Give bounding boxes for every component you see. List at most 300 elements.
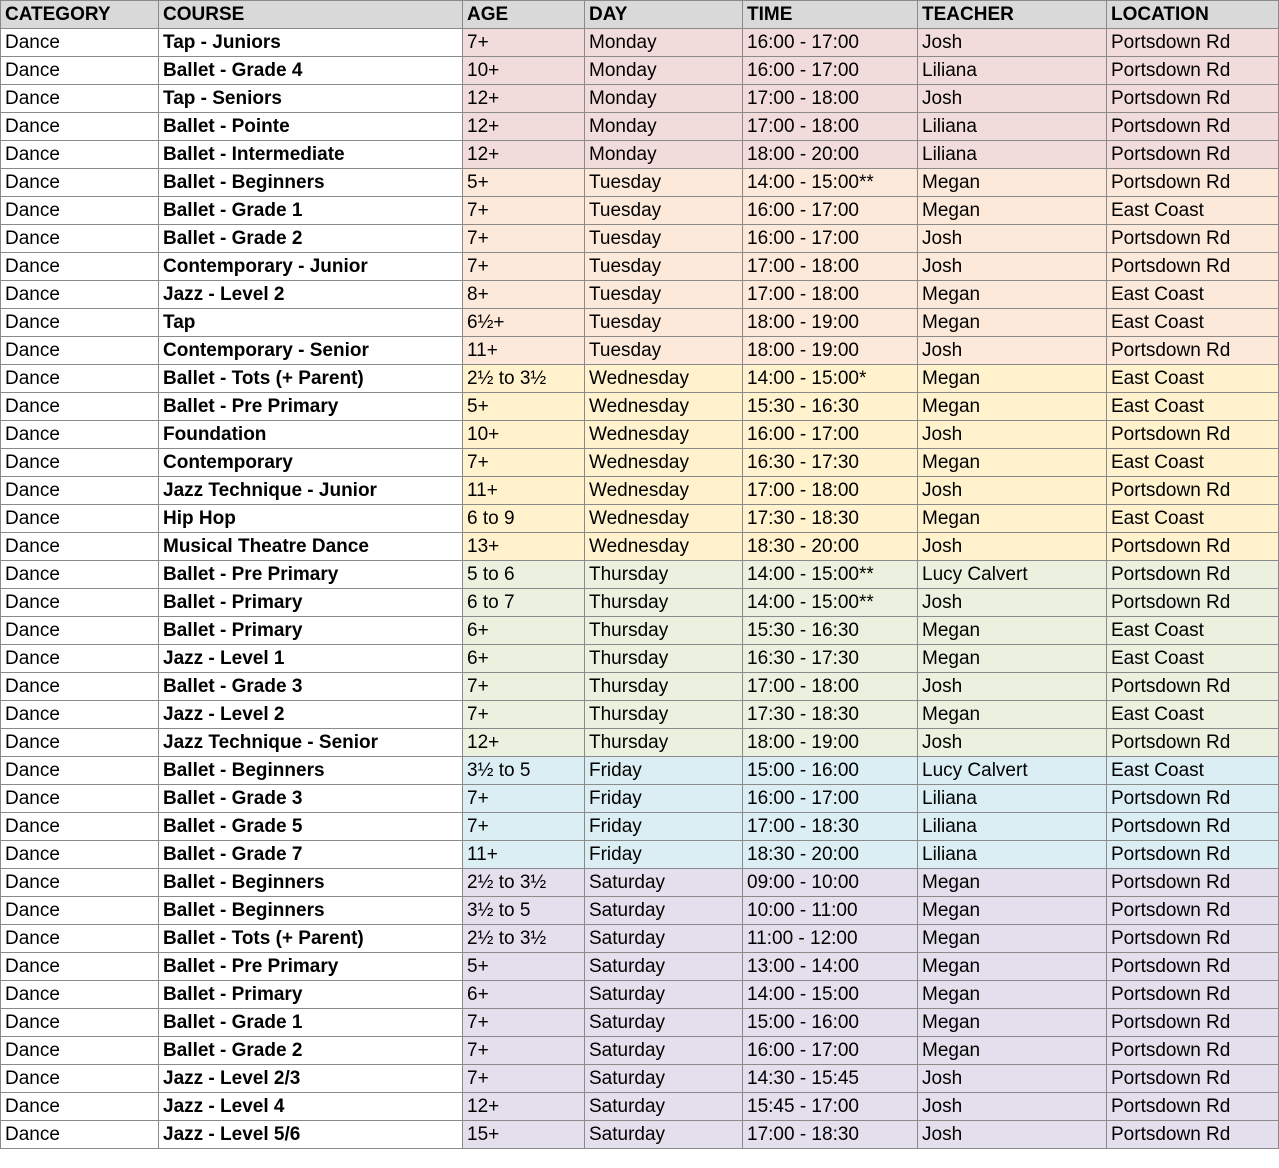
- cell-category[interactable]: Dance: [1, 729, 159, 757]
- cell-course[interactable]: Ballet - Grade 2: [159, 225, 463, 253]
- cell-course[interactable]: Musical Theatre Dance: [159, 533, 463, 561]
- cell-course[interactable]: Jazz - Level 1: [159, 645, 463, 673]
- cell-category[interactable]: Dance: [1, 505, 159, 533]
- cell-teacher[interactable]: Liliana: [918, 113, 1107, 141]
- cell-location[interactable]: Portsdown Rd: [1107, 981, 1279, 1009]
- cell-day[interactable]: Thursday: [585, 617, 743, 645]
- cell-time[interactable]: 14:00 - 15:00**: [743, 561, 918, 589]
- cell-course[interactable]: Jazz Technique - Senior: [159, 729, 463, 757]
- cell-time[interactable]: 13:00 - 14:00: [743, 953, 918, 981]
- cell-category[interactable]: Dance: [1, 1037, 159, 1065]
- cell-teacher[interactable]: Josh: [918, 85, 1107, 113]
- cell-category[interactable]: Dance: [1, 561, 159, 589]
- cell-time[interactable]: 15:00 - 16:00: [743, 1009, 918, 1037]
- cell-teacher[interactable]: Josh: [918, 589, 1107, 617]
- cell-teacher[interactable]: Josh: [918, 421, 1107, 449]
- cell-category[interactable]: Dance: [1, 785, 159, 813]
- cell-time[interactable]: 14:00 - 15:00: [743, 981, 918, 1009]
- cell-age[interactable]: 15+: [463, 1121, 585, 1149]
- cell-day[interactable]: Wednesday: [585, 477, 743, 505]
- cell-age[interactable]: 7+: [463, 785, 585, 813]
- cell-day[interactable]: Thursday: [585, 701, 743, 729]
- cell-location[interactable]: Portsdown Rd: [1107, 589, 1279, 617]
- cell-course[interactable]: Jazz - Level 2: [159, 281, 463, 309]
- cell-age[interactable]: 5+: [463, 953, 585, 981]
- cell-course[interactable]: Tap - Juniors: [159, 29, 463, 57]
- cell-location[interactable]: Portsdown Rd: [1107, 29, 1279, 57]
- cell-location[interactable]: Portsdown Rd: [1107, 225, 1279, 253]
- cell-day[interactable]: Thursday: [585, 645, 743, 673]
- cell-course[interactable]: Ballet - Primary: [159, 617, 463, 645]
- cell-category[interactable]: Dance: [1, 617, 159, 645]
- cell-category[interactable]: Dance: [1, 533, 159, 561]
- cell-teacher[interactable]: Liliana: [918, 141, 1107, 169]
- cell-day[interactable]: Tuesday: [585, 281, 743, 309]
- cell-day[interactable]: Tuesday: [585, 253, 743, 281]
- cell-course[interactable]: Ballet - Beginners: [159, 897, 463, 925]
- cell-time[interactable]: 16:00 - 17:00: [743, 57, 918, 85]
- cell-time[interactable]: 18:30 - 20:00: [743, 533, 918, 561]
- cell-day[interactable]: Monday: [585, 57, 743, 85]
- cell-location[interactable]: East Coast: [1107, 309, 1279, 337]
- cell-age[interactable]: 11+: [463, 477, 585, 505]
- cell-time[interactable]: 17:00 - 18:00: [743, 253, 918, 281]
- cell-course[interactable]: Foundation: [159, 421, 463, 449]
- cell-course[interactable]: Ballet - Beginners: [159, 757, 463, 785]
- cell-category[interactable]: Dance: [1, 925, 159, 953]
- cell-age[interactable]: 7+: [463, 673, 585, 701]
- cell-category[interactable]: Dance: [1, 29, 159, 57]
- table-row: [1, 897, 1279, 925]
- cell-category[interactable]: Dance: [1, 1009, 159, 1037]
- cell-time[interactable]: 17:00 - 18:30: [743, 1121, 918, 1149]
- cell-course[interactable]: Ballet - Grade 3: [159, 785, 463, 813]
- cell-location[interactable]: Portsdown Rd: [1107, 561, 1279, 589]
- cell-course[interactable]: Ballet - Intermediate: [159, 141, 463, 169]
- cell-teacher[interactable]: Megan: [918, 1009, 1107, 1037]
- cell-age[interactable]: 8+: [463, 281, 585, 309]
- cell-time[interactable]: 10:00 - 11:00: [743, 897, 918, 925]
- cell-age[interactable]: 10+: [463, 421, 585, 449]
- cell-course[interactable]: Contemporary - Junior: [159, 253, 463, 281]
- cell-course[interactable]: Jazz - Level 5/6: [159, 1121, 463, 1149]
- cell-age[interactable]: 7+: [463, 197, 585, 225]
- cell-location[interactable]: East Coast: [1107, 757, 1279, 785]
- cell-day[interactable]: Thursday: [585, 729, 743, 757]
- cell-category[interactable]: Dance: [1, 981, 159, 1009]
- cell-teacher[interactable]: Liliana: [918, 841, 1107, 869]
- table-row: [1, 981, 1279, 1009]
- cell-category[interactable]: Dance: [1, 1093, 159, 1121]
- cell-category[interactable]: Dance: [1, 953, 159, 981]
- cell-day[interactable]: Friday: [585, 785, 743, 813]
- cell-day[interactable]: Saturday: [585, 1065, 743, 1093]
- cell-category[interactable]: Dance: [1, 645, 159, 673]
- table-row: [1, 253, 1279, 281]
- cell-day[interactable]: Monday: [585, 113, 743, 141]
- cell-category[interactable]: Dance: [1, 673, 159, 701]
- cell-course[interactable]: Ballet - Grade 2: [159, 1037, 463, 1065]
- cell-category[interactable]: Dance: [1, 813, 159, 841]
- cell-category[interactable]: Dance: [1, 841, 159, 869]
- cell-time[interactable]: 18:00 - 19:00: [743, 729, 918, 757]
- cell-teacher[interactable]: Megan: [918, 197, 1107, 225]
- cell-teacher[interactable]: Megan: [918, 869, 1107, 897]
- cell-teacher[interactable]: Megan: [918, 925, 1107, 953]
- cell-category[interactable]: Dance: [1, 85, 159, 113]
- cell-course[interactable]: Ballet - Pointe: [159, 113, 463, 141]
- cell-day[interactable]: Monday: [585, 29, 743, 57]
- cell-day[interactable]: Saturday: [585, 897, 743, 925]
- cell-location[interactable]: Portsdown Rd: [1107, 673, 1279, 701]
- cell-category[interactable]: Dance: [1, 421, 159, 449]
- cell-time[interactable]: 16:30 - 17:30: [743, 449, 918, 477]
- cell-time[interactable]: 18:00 - 19:00: [743, 337, 918, 365]
- cell-day[interactable]: Wednesday: [585, 365, 743, 393]
- cell-time[interactable]: 14:00 - 15:00**: [743, 169, 918, 197]
- cell-day[interactable]: Saturday: [585, 981, 743, 1009]
- table-row: [1, 57, 1279, 85]
- cell-time[interactable]: 15:00 - 16:00: [743, 757, 918, 785]
- cell-course[interactable]: Ballet - Grade 5: [159, 813, 463, 841]
- cell-time[interactable]: 17:00 - 18:30: [743, 813, 918, 841]
- cell-category[interactable]: Dance: [1, 1065, 159, 1093]
- table-row: [1, 785, 1279, 813]
- cell-category[interactable]: Dance: [1, 869, 159, 897]
- cell-teacher[interactable]: Josh: [918, 225, 1107, 253]
- cell-category[interactable]: Dance: [1, 757, 159, 785]
- cell-location[interactable]: Portsdown Rd: [1107, 869, 1279, 897]
- cell-course[interactable]: Jazz - Level 4: [159, 1093, 463, 1121]
- cell-course[interactable]: Contemporary: [159, 449, 463, 477]
- cell-course[interactable]: Ballet - Pre Primary: [159, 393, 463, 421]
- cell-teacher[interactable]: Megan: [918, 365, 1107, 393]
- cell-day[interactable]: Tuesday: [585, 225, 743, 253]
- cell-course[interactable]: Ballet - Tots (+ Parent): [159, 365, 463, 393]
- table-row: [1, 365, 1279, 393]
- cell-age[interactable]: 13+: [463, 533, 585, 561]
- cell-location[interactable]: Portsdown Rd: [1107, 925, 1279, 953]
- cell-teacher[interactable]: Josh: [918, 1093, 1107, 1121]
- cell-teacher[interactable]: Megan: [918, 897, 1107, 925]
- cell-location[interactable]: Portsdown Rd: [1107, 785, 1279, 813]
- header-age[interactable]: AGE: [463, 1, 585, 29]
- cell-day[interactable]: Friday: [585, 813, 743, 841]
- cell-category[interactable]: Dance: [1, 57, 159, 85]
- header-category[interactable]: CATEGORY: [1, 1, 159, 29]
- cell-course[interactable]: Ballet - Tots (+ Parent): [159, 925, 463, 953]
- cell-teacher[interactable]: Josh: [918, 29, 1107, 57]
- cell-time[interactable]: 16:00 - 17:00: [743, 1037, 918, 1065]
- cell-location[interactable]: Portsdown Rd: [1107, 1093, 1279, 1121]
- cell-category[interactable]: Dance: [1, 253, 159, 281]
- cell-teacher[interactable]: Megan: [918, 617, 1107, 645]
- cell-location[interactable]: Portsdown Rd: [1107, 953, 1279, 981]
- cell-course[interactable]: Tap: [159, 309, 463, 337]
- cell-course[interactable]: Ballet - Primary: [159, 981, 463, 1009]
- cell-course[interactable]: Hip Hop: [159, 505, 463, 533]
- cell-location[interactable]: Portsdown Rd: [1107, 253, 1279, 281]
- cell-age[interactable]: 5+: [463, 169, 585, 197]
- cell-teacher[interactable]: Liliana: [918, 785, 1107, 813]
- cell-age[interactable]: 2½ to 3½: [463, 869, 585, 897]
- cell-age[interactable]: 7+: [463, 253, 585, 281]
- cell-day[interactable]: Friday: [585, 757, 743, 785]
- cell-time[interactable]: 16:00 - 17:00: [743, 421, 918, 449]
- cell-day[interactable]: Wednesday: [585, 533, 743, 561]
- cell-day[interactable]: Wednesday: [585, 505, 743, 533]
- cell-time[interactable]: 15:30 - 16:30: [743, 617, 918, 645]
- cell-category[interactable]: Dance: [1, 477, 159, 505]
- cell-location[interactable]: Portsdown Rd: [1107, 337, 1279, 365]
- cell-course[interactable]: Ballet - Pre Primary: [159, 953, 463, 981]
- cell-day[interactable]: Wednesday: [585, 393, 743, 421]
- cell-time[interactable]: 11:00 - 12:00: [743, 925, 918, 953]
- cell-time[interactable]: 16:00 - 17:00: [743, 197, 918, 225]
- cell-day[interactable]: Saturday: [585, 1009, 743, 1037]
- cell-course[interactable]: Ballet - Grade 1: [159, 197, 463, 225]
- cell-course[interactable]: Jazz Technique - Junior: [159, 477, 463, 505]
- cell-time[interactable]: 16:00 - 17:00: [743, 225, 918, 253]
- cell-age[interactable]: 7+: [463, 225, 585, 253]
- cell-time[interactable]: 17:30 - 18:30: [743, 701, 918, 729]
- cell-day[interactable]: Saturday: [585, 1121, 743, 1149]
- cell-location[interactable]: East Coast: [1107, 701, 1279, 729]
- cell-age[interactable]: 7+: [463, 449, 585, 477]
- cell-teacher[interactable]: Josh: [918, 477, 1107, 505]
- header-row: [1, 1, 1279, 29]
- cell-category[interactable]: Dance: [1, 701, 159, 729]
- table-row: [1, 393, 1279, 421]
- cell-location[interactable]: East Coast: [1107, 645, 1279, 673]
- cell-teacher[interactable]: Megan: [918, 1037, 1107, 1065]
- cell-day[interactable]: Thursday: [585, 561, 743, 589]
- cell-day[interactable]: Saturday: [585, 953, 743, 981]
- cell-location[interactable]: Portsdown Rd: [1107, 477, 1279, 505]
- table-row: [1, 729, 1279, 757]
- cell-category[interactable]: Dance: [1, 309, 159, 337]
- table-row: [1, 925, 1279, 953]
- cell-age[interactable]: 6+: [463, 981, 585, 1009]
- cell-location[interactable]: East Coast: [1107, 281, 1279, 309]
- cell-teacher[interactable]: Megan: [918, 169, 1107, 197]
- cell-location[interactable]: Portsdown Rd: [1107, 1121, 1279, 1149]
- cell-course[interactable]: Contemporary - Senior: [159, 337, 463, 365]
- cell-age[interactable]: 3½ to 5: [463, 897, 585, 925]
- cell-teacher[interactable]: Lucy Calvert: [918, 561, 1107, 589]
- cell-teacher[interactable]: Megan: [918, 701, 1107, 729]
- cell-location[interactable]: Portsdown Rd: [1107, 1065, 1279, 1093]
- cell-category[interactable]: Dance: [1, 225, 159, 253]
- cell-day[interactable]: Tuesday: [585, 169, 743, 197]
- cell-location[interactable]: Portsdown Rd: [1107, 169, 1279, 197]
- cell-time[interactable]: 16:30 - 17:30: [743, 645, 918, 673]
- cell-teacher[interactable]: Megan: [918, 981, 1107, 1009]
- cell-course[interactable]: Jazz - Level 2: [159, 701, 463, 729]
- cell-location[interactable]: East Coast: [1107, 505, 1279, 533]
- cell-teacher[interactable]: Megan: [918, 645, 1107, 673]
- cell-time[interactable]: 09:00 - 10:00: [743, 869, 918, 897]
- cell-day[interactable]: Thursday: [585, 589, 743, 617]
- cell-teacher[interactable]: Josh: [918, 533, 1107, 561]
- cell-teacher[interactable]: Josh: [918, 729, 1107, 757]
- table-row: [1, 701, 1279, 729]
- cell-day[interactable]: Tuesday: [585, 309, 743, 337]
- cell-teacher[interactable]: Liliana: [918, 57, 1107, 85]
- cell-location[interactable]: Portsdown Rd: [1107, 57, 1279, 85]
- cell-day[interactable]: Saturday: [585, 1037, 743, 1065]
- cell-time[interactable]: 14:00 - 15:00**: [743, 589, 918, 617]
- header-location[interactable]: LOCATION: [1107, 1, 1279, 29]
- cell-age[interactable]: 6½+: [463, 309, 585, 337]
- cell-age[interactable]: 5 to 6: [463, 561, 585, 589]
- header-course[interactable]: COURSE: [159, 1, 463, 29]
- table-row: [1, 477, 1279, 505]
- cell-location[interactable]: Portsdown Rd: [1107, 897, 1279, 925]
- cell-time[interactable]: 17:00 - 18:00: [743, 673, 918, 701]
- cell-teacher[interactable]: Josh: [918, 253, 1107, 281]
- cell-teacher[interactable]: Megan: [918, 281, 1107, 309]
- cell-location[interactable]: Portsdown Rd: [1107, 533, 1279, 561]
- cell-age[interactable]: 7+: [463, 29, 585, 57]
- cell-age[interactable]: 12+: [463, 729, 585, 757]
- cell-teacher[interactable]: Josh: [918, 673, 1107, 701]
- cell-age[interactable]: 2½ to 3½: [463, 365, 585, 393]
- cell-course[interactable]: Ballet - Beginners: [159, 169, 463, 197]
- cell-age[interactable]: 12+: [463, 1093, 585, 1121]
- cell-teacher[interactable]: Josh: [918, 337, 1107, 365]
- cell-age[interactable]: 10+: [463, 57, 585, 85]
- cell-course[interactable]: Ballet - Pre Primary: [159, 561, 463, 589]
- cell-age[interactable]: 7+: [463, 813, 585, 841]
- cell-age[interactable]: 12+: [463, 113, 585, 141]
- cell-category[interactable]: Dance: [1, 589, 159, 617]
- cell-course[interactable]: Ballet - Beginners: [159, 869, 463, 897]
- cell-category[interactable]: Dance: [1, 365, 159, 393]
- cell-day[interactable]: Monday: [585, 85, 743, 113]
- cell-day[interactable]: Saturday: [585, 1093, 743, 1121]
- cell-age[interactable]: 7+: [463, 1065, 585, 1093]
- cell-category[interactable]: Dance: [1, 197, 159, 225]
- cell-age[interactable]: 6 to 7: [463, 589, 585, 617]
- cell-category[interactable]: Dance: [1, 337, 159, 365]
- cell-location[interactable]: Portsdown Rd: [1107, 113, 1279, 141]
- cell-teacher[interactable]: Josh: [918, 1121, 1107, 1149]
- cell-day[interactable]: Monday: [585, 141, 743, 169]
- cell-time[interactable]: 17:00 - 18:00: [743, 113, 918, 141]
- cell-age[interactable]: 12+: [463, 85, 585, 113]
- cell-category[interactable]: Dance: [1, 1121, 159, 1149]
- cell-time[interactable]: 15:45 - 17:00: [743, 1093, 918, 1121]
- cell-age[interactable]: 11+: [463, 841, 585, 869]
- cell-location[interactable]: Portsdown Rd: [1107, 841, 1279, 869]
- cell-age[interactable]: 6 to 9: [463, 505, 585, 533]
- cell-time[interactable]: 17:00 - 18:00: [743, 85, 918, 113]
- cell-time[interactable]: 16:00 - 17:00: [743, 29, 918, 57]
- cell-age[interactable]: 7+: [463, 701, 585, 729]
- cell-location[interactable]: Portsdown Rd: [1107, 141, 1279, 169]
- cell-time[interactable]: 14:00 - 15:00*: [743, 365, 918, 393]
- header-teacher[interactable]: TEACHER: [918, 1, 1107, 29]
- cell-teacher[interactable]: Megan: [918, 953, 1107, 981]
- cell-age[interactable]: 2½ to 3½: [463, 925, 585, 953]
- cell-time[interactable]: 16:00 - 17:00: [743, 785, 918, 813]
- cell-location[interactable]: East Coast: [1107, 197, 1279, 225]
- cell-age[interactable]: 6+: [463, 645, 585, 673]
- cell-category[interactable]: Dance: [1, 141, 159, 169]
- cell-category[interactable]: Dance: [1, 897, 159, 925]
- cell-day[interactable]: Tuesday: [585, 197, 743, 225]
- cell-teacher[interactable]: Josh: [918, 1065, 1107, 1093]
- cell-day[interactable]: Saturday: [585, 869, 743, 897]
- cell-age[interactable]: 3½ to 5: [463, 757, 585, 785]
- cell-location[interactable]: Portsdown Rd: [1107, 813, 1279, 841]
- cell-location[interactable]: East Coast: [1107, 449, 1279, 477]
- cell-teacher[interactable]: Megan: [918, 309, 1107, 337]
- cell-location[interactable]: East Coast: [1107, 393, 1279, 421]
- cell-day[interactable]: Friday: [585, 841, 743, 869]
- cell-time[interactable]: 15:30 - 16:30: [743, 393, 918, 421]
- cell-age[interactable]: 7+: [463, 1037, 585, 1065]
- header-day[interactable]: DAY: [585, 1, 743, 29]
- header-time[interactable]: TIME: [743, 1, 918, 29]
- cell-category[interactable]: Dance: [1, 393, 159, 421]
- cell-day[interactable]: Wednesday: [585, 421, 743, 449]
- cell-time[interactable]: 17:00 - 18:00: [743, 477, 918, 505]
- cell-teacher[interactable]: Megan: [918, 449, 1107, 477]
- cell-time[interactable]: 14:30 - 15:45: [743, 1065, 918, 1093]
- cell-category[interactable]: Dance: [1, 449, 159, 477]
- cell-teacher[interactable]: Lucy Calvert: [918, 757, 1107, 785]
- cell-category[interactable]: Dance: [1, 113, 159, 141]
- cell-course[interactable]: Ballet - Grade 3: [159, 673, 463, 701]
- cell-teacher[interactable]: Megan: [918, 505, 1107, 533]
- cell-day[interactable]: Saturday: [585, 925, 743, 953]
- cell-category[interactable]: Dance: [1, 169, 159, 197]
- cell-time[interactable]: 17:30 - 18:30: [743, 505, 918, 533]
- cell-time[interactable]: 18:30 - 20:00: [743, 841, 918, 869]
- cell-course[interactable]: Ballet - Grade 1: [159, 1009, 463, 1037]
- cell-age[interactable]: 6+: [463, 617, 585, 645]
- table-row: [1, 169, 1279, 197]
- cell-day[interactable]: Wednesday: [585, 449, 743, 477]
- cell-day[interactable]: Thursday: [585, 673, 743, 701]
- cell-location[interactable]: Portsdown Rd: [1107, 421, 1279, 449]
- cell-course[interactable]: Ballet - Grade 4: [159, 57, 463, 85]
- cell-location[interactable]: Portsdown Rd: [1107, 729, 1279, 757]
- cell-location[interactable]: Portsdown Rd: [1107, 1009, 1279, 1037]
- cell-teacher[interactable]: Megan: [918, 393, 1107, 421]
- cell-time[interactable]: 17:00 - 18:00: [743, 281, 918, 309]
- cell-time[interactable]: 18:00 - 20:00: [743, 141, 918, 169]
- cell-location[interactable]: East Coast: [1107, 617, 1279, 645]
- cell-course[interactable]: Tap - Seniors: [159, 85, 463, 113]
- cell-category[interactable]: Dance: [1, 281, 159, 309]
- cell-teacher[interactable]: Liliana: [918, 813, 1107, 841]
- cell-course[interactable]: Jazz - Level 2/3: [159, 1065, 463, 1093]
- cell-age[interactable]: 12+: [463, 141, 585, 169]
- cell-location[interactable]: Portsdown Rd: [1107, 1037, 1279, 1065]
- cell-age[interactable]: 7+: [463, 1009, 585, 1037]
- cell-age[interactable]: 5+: [463, 393, 585, 421]
- cell-location[interactable]: East Coast: [1107, 365, 1279, 393]
- cell-location[interactable]: Portsdown Rd: [1107, 85, 1279, 113]
- cell-course[interactable]: Ballet - Primary: [159, 589, 463, 617]
- cell-time[interactable]: 18:00 - 19:00: [743, 309, 918, 337]
- cell-day[interactable]: Tuesday: [585, 337, 743, 365]
- cell-course[interactable]: Ballet - Grade 7: [159, 841, 463, 869]
- cell-age[interactable]: 11+: [463, 337, 585, 365]
